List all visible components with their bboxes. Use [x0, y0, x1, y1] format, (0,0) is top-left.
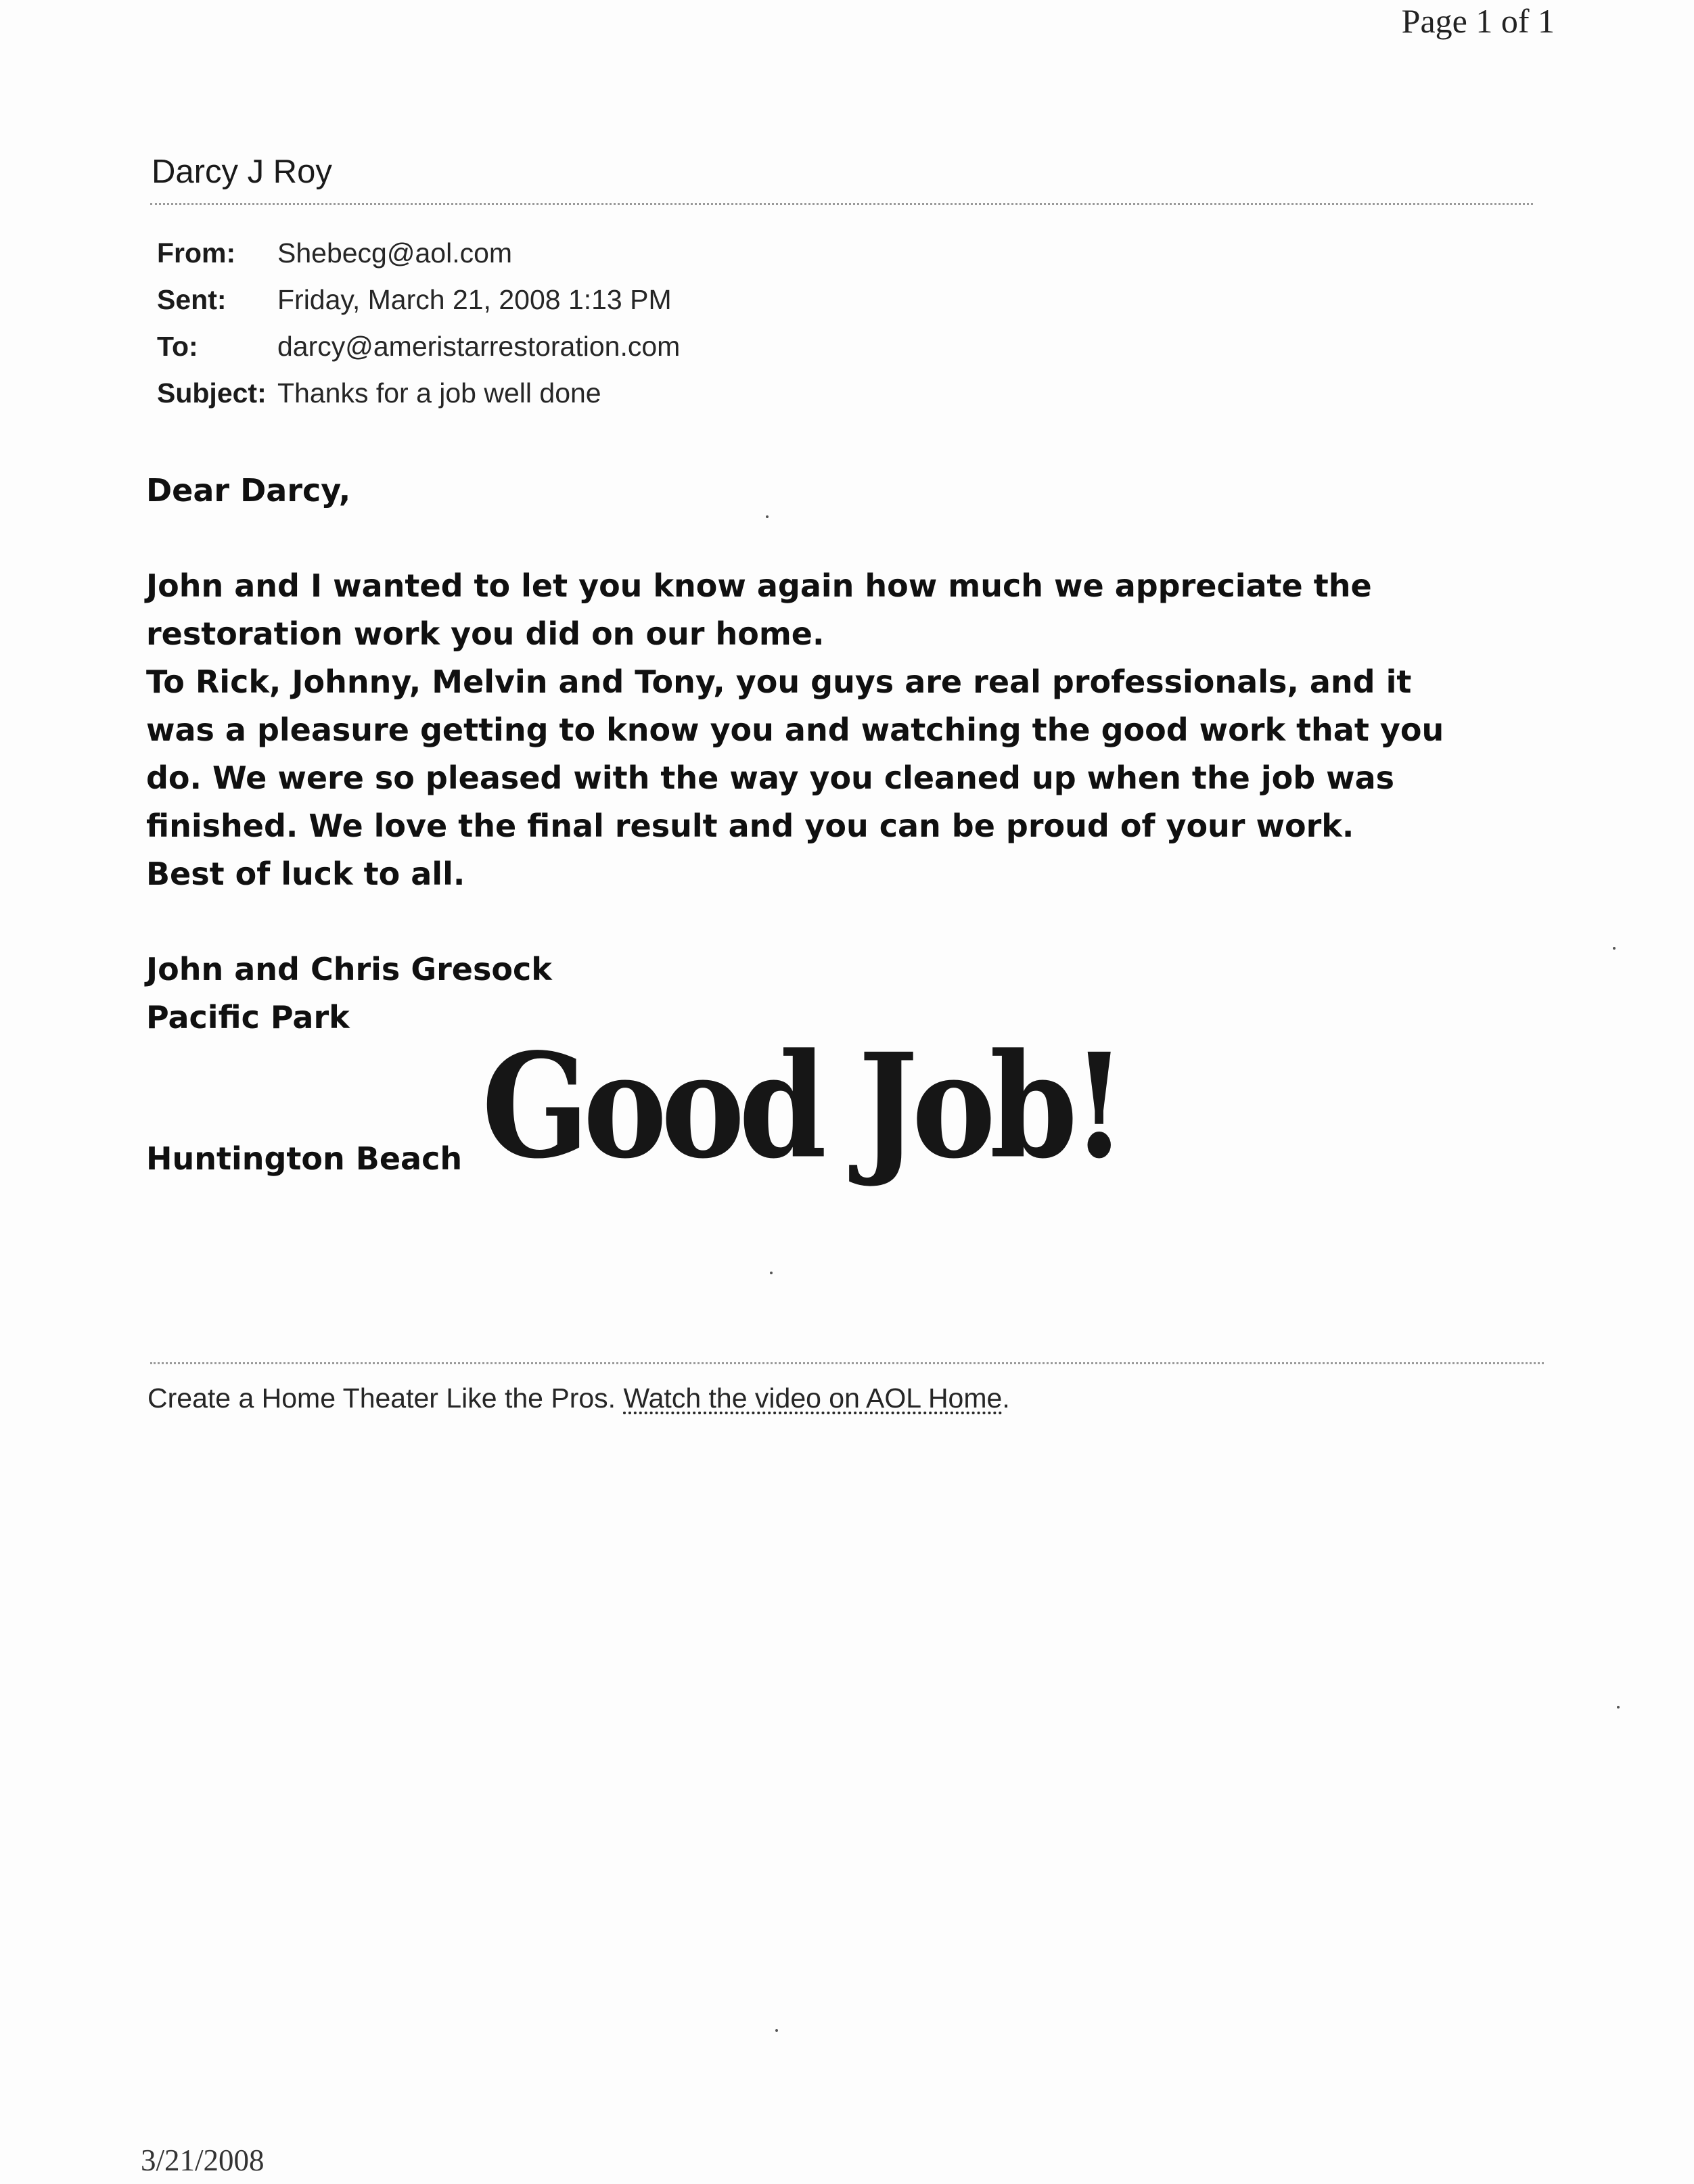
signature-city: Huntington Beach	[146, 1140, 463, 1177]
header-subject-label: Subject:	[157, 377, 267, 409]
footer-ad-end: .	[1002, 1383, 1010, 1414]
scan-speck	[775, 2029, 778, 2032]
footer-ad-text: Create a Home Theater Like the Pros.	[147, 1383, 616, 1414]
good-job-stamp: Good Job!	[482, 1021, 1121, 1190]
email-body	[146, 467, 1580, 1042]
header-sent-value: Friday, March 21, 2008 1:13 PM	[277, 284, 672, 315]
scan-speck	[1617, 1706, 1620, 1709]
signature-community: Pacific Park	[146, 999, 350, 1036]
header-divider	[150, 203, 1533, 205]
header-to-label: To:	[157, 331, 198, 362]
footer-ad	[147, 1383, 1010, 1414]
signature-names: John and Chris Gresock	[146, 951, 552, 988]
footer-divider	[150, 1362, 1544, 1364]
scan-speck	[766, 515, 769, 518]
scan-speck	[1613, 947, 1616, 950]
header-subject-row	[157, 370, 680, 417]
header-from-value: Shebecg@aol.com	[277, 237, 513, 269]
scan-speck	[770, 1272, 773, 1274]
header-to-value: darcy@ameristarrestoration.com	[277, 331, 681, 362]
header-from-row	[157, 230, 680, 277]
email-paragraph: John and I wanted to let you know again how much we appreciate the restoration work you did on our home. To Rick, Johnny, Melvin and Tony, you guys are real professionals, and it was a pleasure getting to know you and watching the good work that you do. We were so pleased with the way you cleaned up when the job was finished. We love the final result and you can be proud of your work. Best of luck to all.	[146, 567, 1444, 892]
header-from-label: From:	[157, 237, 236, 269]
footer-ad-link[interactable]: Watch the video on AOL Home	[623, 1383, 1003, 1414]
header-sent-row	[157, 277, 680, 323]
page-number: Page 1 of 1	[1401, 2, 1555, 40]
header-subject-value: Thanks for a job well done	[277, 377, 601, 409]
email-headers	[157, 230, 680, 417]
print-date: 3/21/2008	[141, 2143, 265, 2177]
header-sent-label: Sent:	[157, 284, 227, 315]
mailbox-owner-name: Darcy J Roy	[152, 154, 332, 190]
email-greeting: Dear Darcy,	[146, 472, 351, 509]
header-to-row	[157, 323, 680, 370]
